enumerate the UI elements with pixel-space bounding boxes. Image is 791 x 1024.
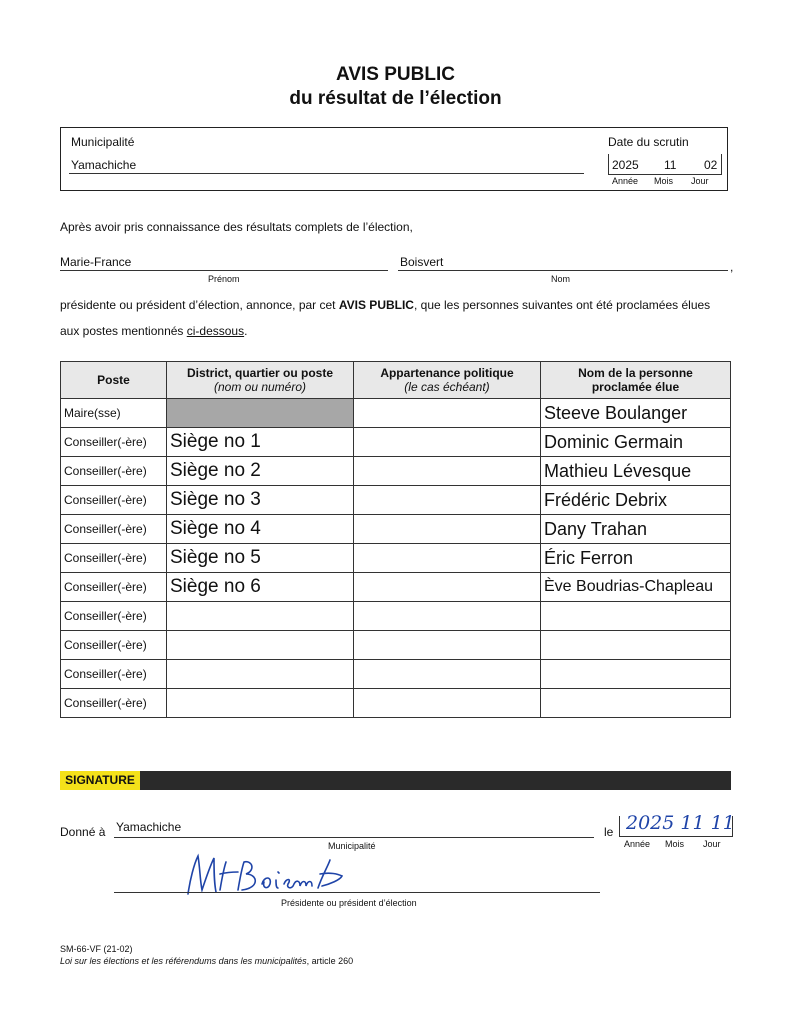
- table-row: [61, 486, 731, 515]
- poste-cell: Conseiller(-ère): [61, 660, 167, 689]
- header-poste: Poste: [61, 362, 167, 399]
- signature-line: [114, 892, 600, 893]
- party-cell: [354, 660, 541, 689]
- party-cell: [354, 486, 541, 515]
- party-cell: [354, 631, 541, 660]
- page-title: AVIS PUBLIC: [336, 64, 455, 85]
- signer-label: Présidente ou président d’élection: [281, 898, 417, 908]
- election-date-label: Date du scrutin: [608, 135, 689, 149]
- elected-name-cell: Steeve Boulanger: [541, 399, 731, 428]
- comma: ,: [730, 260, 734, 274]
- signature-section-label: SIGNATURE: [60, 771, 140, 790]
- table-row: [61, 631, 731, 660]
- header-name: Nom de la personne proclamée élue: [541, 362, 731, 399]
- table-header-row: [61, 362, 731, 399]
- poste-cell: Conseiller(-ère): [61, 631, 167, 660]
- sig-day-label: Jour: [703, 839, 721, 849]
- law-reference: Loi sur les élections et les référendums dans les municipalités, article 260: [60, 956, 354, 966]
- district-cell: Siège no 2: [167, 457, 354, 486]
- district-cell: [167, 602, 354, 631]
- district-cell: [167, 660, 354, 689]
- last-name-line: [398, 270, 728, 271]
- announce-line-2: aux postes mentionnés ci-dessous.: [60, 324, 248, 338]
- election-year: 2025: [612, 158, 639, 172]
- poste-cell: Maire(sse): [61, 399, 167, 428]
- poste-cell: Conseiller(-ère): [61, 457, 167, 486]
- done-at-label: Donné à: [60, 825, 106, 839]
- elected-name-cell: Éric Ferron: [541, 544, 731, 573]
- form-code: SM-66-VF (21-02): [60, 944, 133, 954]
- intro-text: Après avoir pris connaissance des résultats complets de l’élection,: [60, 220, 413, 234]
- district-cell: [167, 631, 354, 660]
- municipality-line: [69, 173, 584, 174]
- elected-name-cell: [541, 631, 731, 660]
- table-row: [61, 660, 731, 689]
- party-cell: [354, 515, 541, 544]
- elected-name-cell: Ève Boudrias-Chapleau: [541, 573, 731, 602]
- elected-name-cell: [541, 689, 731, 718]
- table-row: [61, 428, 731, 457]
- header-district: District, quartier ou poste (nom ou numéro): [167, 362, 354, 399]
- municipality-label: Municipalité: [71, 135, 135, 149]
- election-month: 11: [664, 158, 677, 172]
- results-table: [60, 361, 731, 718]
- party-cell: [354, 573, 541, 602]
- last-name-label: Nom: [551, 274, 571, 284]
- table-row: [61, 515, 731, 544]
- municipality-value: Yamachiche: [71, 158, 137, 172]
- district-cell: [167, 689, 354, 718]
- first-name-value: Marie-France: [60, 255, 132, 269]
- district-cell: [167, 399, 354, 428]
- announce-line-1: présidente ou président d’élection, annonce, par cet AVIS PUBLIC, que les personnes suivantes ont été proclamées élues: [60, 298, 711, 312]
- district-cell: Siège no 5: [167, 544, 354, 573]
- poste-cell: Conseiller(-ère): [61, 544, 167, 573]
- party-cell: [354, 428, 541, 457]
- elected-name-cell: [541, 602, 731, 631]
- year-label: Année: [612, 176, 639, 186]
- table-row: [61, 544, 731, 573]
- party-cell: [354, 457, 541, 486]
- sig-year-label: Année: [624, 839, 651, 849]
- first-name-line: [60, 270, 388, 271]
- signature-municipality-label: Municipalité: [328, 841, 376, 851]
- first-name-label: Prénom: [208, 274, 240, 284]
- elected-name-cell: Frédéric Debrix: [541, 486, 731, 515]
- poste-cell: Conseiller(-ère): [61, 428, 167, 457]
- election-day: 02: [704, 158, 718, 172]
- elected-name-cell: Mathieu Lévesque: [541, 457, 731, 486]
- table-row: [61, 399, 731, 428]
- district-cell: Siège no 3: [167, 486, 354, 515]
- month-label: Mois: [654, 176, 674, 186]
- municipality-date-box: [60, 127, 728, 191]
- poste-cell: Conseiller(-ère): [61, 602, 167, 631]
- header-party: Appartenance politique (le cas échéant): [354, 362, 541, 399]
- poste-cell: Conseiller(-ère): [61, 515, 167, 544]
- table-row: [61, 573, 731, 602]
- signature-municipality-value: Yamachiche: [116, 820, 182, 834]
- elected-name-cell: [541, 660, 731, 689]
- le-label: le: [604, 825, 614, 839]
- page-subtitle: du résultat de l’élection: [289, 88, 502, 109]
- district-cell: Siège no 4: [167, 515, 354, 544]
- day-label: Jour: [691, 176, 709, 186]
- party-cell: [354, 689, 541, 718]
- party-cell: [354, 602, 541, 631]
- poste-cell: Conseiller(-ère): [61, 573, 167, 602]
- signature-municipality-line: [114, 837, 594, 838]
- table-row: [61, 689, 731, 718]
- handwritten-date: 2025 11 11: [626, 812, 735, 834]
- party-cell: [354, 544, 541, 573]
- table-row: [61, 457, 731, 486]
- elected-name-cell: Dominic Germain: [541, 428, 731, 457]
- district-cell: Siège no 6: [167, 573, 354, 602]
- table-row: [61, 602, 731, 631]
- poste-cell: Conseiller(-ère): [61, 486, 167, 515]
- signature-bar: [60, 771, 731, 790]
- district-cell: Siège no 1: [167, 428, 354, 457]
- elected-name-cell: Dany Trahan: [541, 515, 731, 544]
- poste-cell: Conseiller(-ère): [61, 689, 167, 718]
- sig-month-label: Mois: [665, 839, 685, 849]
- last-name-value: Boisvert: [400, 255, 444, 269]
- party-cell: [354, 399, 541, 428]
